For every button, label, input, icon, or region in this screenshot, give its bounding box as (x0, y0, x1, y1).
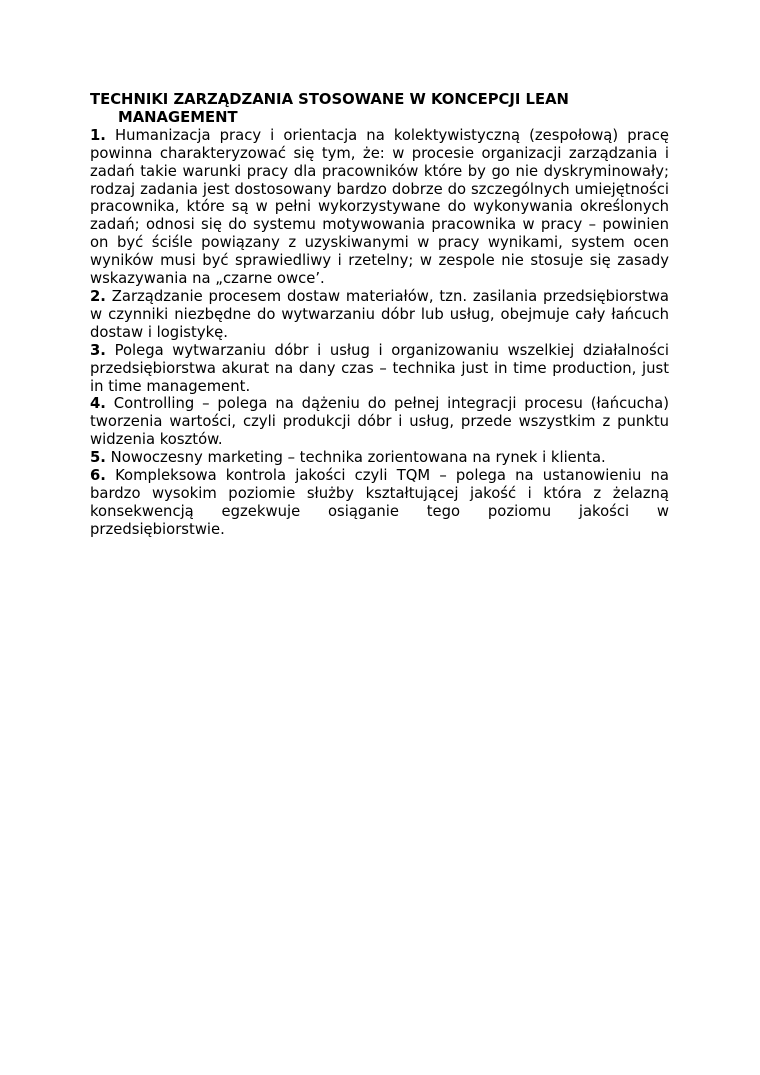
item-number: 2. (90, 287, 106, 305)
list-item-4 (90, 395, 669, 449)
item-number: 5. (90, 449, 106, 467)
item-number: 1. (90, 126, 106, 144)
item-number: 6. (90, 467, 106, 485)
item-text: Kompleksowa kontrola jakości czyli TQM – polega na ustanowieniu na bardzo wysokim poziomie służby kształtującej jakość i która z żelazną konsekwencją egzekwuje osiąganie tego poziomu jakości w przedsiębiorstwie. (90, 467, 669, 538)
list-item-6 (90, 467, 669, 539)
item-text: Nowoczesny marketing – technika zorientowana na rynek i klienta. (110, 449, 606, 467)
document-title: TECHNIKI ZARZĄDZANIA STOSOWANE W KONCEPCJI LEAN MANAGEMENT (90, 91, 569, 126)
list-item-5 (90, 449, 669, 467)
item-text: Humanizacja pracy i orientacja na kolektywistyczną (zespołową) pracę powinna charakteryzować się tym, że: w procesie organizacji zarządzania i zadań takie warunki pracy dla pracowników które by go nie dyskryminowały; rodzaj zadania jest dostosowany bardzo dobrze do szczególnych umiejętności pracownika, które są w pełni wykorzystywane do wykonywania określonych zadań; odnosi się do systemu motywowania pracownika w pracy – powinien on być ściśle powiązany z uzyskiwanymi w pracy wynikami, system ocen wyników musi być sprawiedliwy i rzetelny; w zespole nie stosuje się zasady wskazywania na „czarne owce’. (90, 126, 669, 288)
document-page (90, 91, 669, 539)
item-text: Controlling – polega na dążeniu do pełnej integracji procesu (łańcucha) tworzenia wartości, czyli produkcji dóbr i usług, przede wszystkim z punktu widzenia kosztów. (90, 395, 669, 449)
list-item-3 (90, 342, 669, 396)
list-item-1 (90, 127, 669, 288)
item-text: Zarządzanie procesem dostaw materiałów, tzn. zasilania przedsiębiorstwa w czynniki niezbędne do wytwarzaniu dóbr lub usług, obejmuje cały łańcuch dostaw i logistykę. (90, 287, 669, 341)
item-number: 3. (90, 341, 106, 359)
list-item-2 (90, 288, 669, 342)
item-text: Polega wytwarzaniu dóbr i usług i organizowaniu wszelkiej działalności przedsiębiorstwa akurat na dany czas – technika just in time production, just in time management. (90, 341, 669, 395)
item-number: 4. (90, 395, 106, 413)
